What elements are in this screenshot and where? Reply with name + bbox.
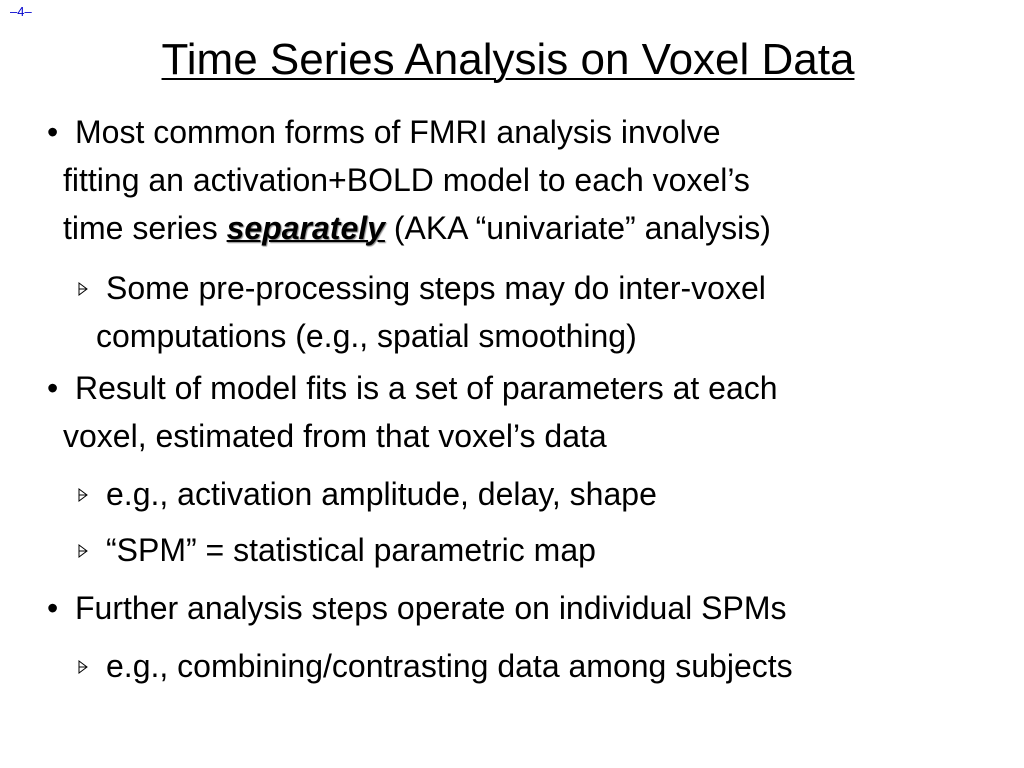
sub-bullet-text-line: e.g., combining/contrasting data among subjects (106, 648, 793, 684)
bullet-text-line (63, 204, 771, 252)
bullet-text-line: voxel, estimated from that voxel’s data (63, 418, 607, 454)
bullet-dot-icon: • (47, 114, 59, 150)
bullet-dot-icon: • (47, 590, 59, 626)
page-number: –4– (10, 4, 32, 19)
bullet-text-line: Further analysis steps operate on individual SPMs (75, 590, 787, 626)
emphasized-word: separately (226, 210, 385, 246)
slide-title: Time Series Analysis on Voxel Data (161, 35, 855, 84)
sub-bullet-text-line: computations (e.g., spatial smoothing) (96, 318, 637, 354)
hollow-diamond-marker-icon (78, 488, 88, 502)
bullet-dot-icon: • (47, 370, 59, 406)
bullet-text-line: Most common forms of FMRI analysis involve (75, 114, 721, 150)
sub-bullet-text-line: Some pre-processing steps may do inter-voxel (106, 270, 766, 306)
sub-bullet-text-line: e.g., activation amplitude, delay, shape (106, 476, 657, 512)
text-segment: (AKA “univariate” analysis) (384, 210, 771, 246)
hollow-diamond-marker-icon (78, 282, 88, 296)
hollow-diamond-marker-icon (78, 544, 88, 558)
hollow-diamond-marker-icon (78, 660, 88, 674)
bullet-text-line: Result of model fits is a set of parameters at each (75, 370, 778, 406)
bullet-text-line: fitting an activation+BOLD model to each voxel’s (63, 162, 750, 198)
text-segment: time series (63, 210, 227, 246)
sub-bullet-text-line: “SPM” = statistical parametric map (106, 532, 596, 568)
